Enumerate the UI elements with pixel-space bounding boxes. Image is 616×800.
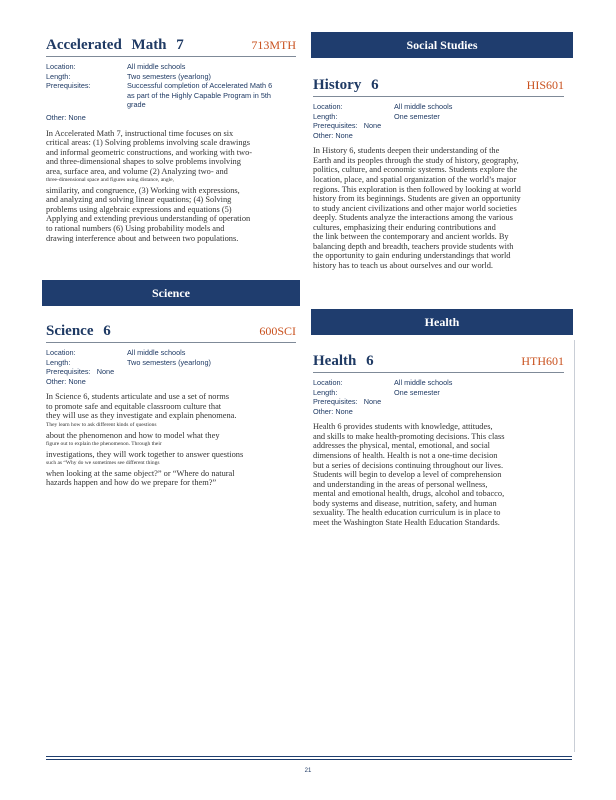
prerequisites-value: None: [96, 367, 115, 377]
prerequisites-value: Successful completion of Accelerated Math 6 as part of the Highly Capable Program in 5th grade: [127, 81, 273, 110]
course-meta: [313, 102, 564, 140]
location-label: Location:: [313, 378, 343, 387]
other-label: Other:: [313, 406, 334, 416]
course-code: HTH601: [521, 354, 564, 368]
length-label: Length:: [313, 111, 338, 121]
course-description: In History 6, students deepen their understanding of the Earth and its peoples through the study of history, geography, politics, culture, and economic systems. Students explore the location, place, and spatial organization of the world’s major regions. This exploration is then followed by looking at world history from its beginnings. Students are given an opportunity to study ancient civilizations and other major world societies deeply. Students analyze the interactions among the various cultures, emphasizing their enduring contributions and the link between the contemporary and ancient worlds. By balancing depth and breadth, teachers provide students with the opportunity to gain enduring understandings that world history has to teach us about ourselves and our world.: [313, 146, 521, 270]
length-value: Two semesters (yearlong): [127, 71, 211, 81]
section-header-science: Science: [42, 280, 300, 306]
course-title: Accelerated Math 7: [46, 37, 184, 53]
prerequisites-label: Prerequisites:: [313, 397, 358, 407]
other-label: Other:: [46, 376, 67, 386]
course-accelerated-math-7: [46, 34, 296, 243]
course-meta: [46, 62, 296, 123]
course-science-6: [46, 320, 296, 488]
location-label: Location:: [313, 102, 343, 111]
length-value: Two semesters (yearlong): [127, 357, 211, 367]
other-value: None: [335, 406, 353, 416]
location-label: Location:: [46, 62, 76, 71]
page-number: 21: [304, 768, 312, 774]
length-label: Length:: [313, 387, 338, 397]
course-code: HIS601: [526, 78, 564, 92]
footer-rule: [46, 756, 572, 762]
length-label: Length:: [46, 357, 71, 367]
course-header: [46, 320, 296, 343]
other-value: None: [68, 112, 86, 122]
course-code: 713MTH: [251, 38, 296, 52]
location-value: All middle schools: [127, 348, 186, 357]
course-header: [313, 74, 564, 97]
course-header: [46, 34, 296, 57]
other-value: None: [68, 376, 86, 386]
course-description: In Accelerated Math 7, instructional time focuses on six critical areas: (1) Solving problems involving scale drawings and informal geometric constructions, and working with two- and three-dimensional shapes to solve problems involving area, surface area, and volume (2) Analyzing two- and three-dimensional space and figures using distance, angle, similarity, and congruence, (3) Working with expressions, and analyzing and solving linear equations; (4) Solving problems using algebraic expressions and equations (5) Applying and extending previous understanding of operation to rational numbers (6) Using probability models and drawing interference about and between two populations.: [46, 128, 253, 243]
prerequisites-label: Prerequisites:: [46, 367, 91, 377]
course-description: Health 6 provides students with knowledge, attitudes, and skills to make health-promoting decisions. This class addresses the physical, mental, emotional, and social dimensions of health. Health is not a one-time decision but a series of decisions continuing throughout our lives. Students will begin to develop a level of comprehension and understanding in the areas of personal wellness, mental and emotional health, drugs, alcohol and tobacco, body systems and disease, nutrition, safety, and human sexuality. The health education curriculum is in place to meet the Washington State Health Education Standards.: [313, 422, 505, 527]
course-history-6: [313, 74, 564, 270]
course-title: Science 6: [46, 323, 111, 339]
length-value: One semester: [394, 111, 440, 121]
course-meta: [46, 348, 296, 386]
course-code: 600SCI: [259, 324, 296, 338]
other-label: Other:: [313, 130, 334, 140]
course-health-6: [313, 350, 564, 527]
right-margin-rule: [574, 340, 575, 752]
location-value: All middle schools: [127, 62, 186, 71]
section-header-health: Health: [311, 309, 573, 335]
location-value: All middle schools: [394, 378, 453, 387]
length-label: Length:: [46, 71, 71, 81]
other-value: None: [335, 130, 353, 140]
course-title: Health 6: [313, 353, 374, 369]
length-value: One semester: [394, 387, 440, 397]
course-title: History 6: [313, 77, 379, 93]
prerequisites-label: Prerequisites:: [46, 81, 91, 91]
prerequisites-label: Prerequisites:: [313, 121, 358, 131]
prerequisites-value: None: [363, 121, 382, 131]
other-label: Other:: [46, 112, 67, 122]
prerequisites-value: None: [363, 397, 382, 407]
course-meta: [313, 378, 564, 416]
location-value: All middle schools: [394, 102, 453, 111]
course-header: [313, 350, 564, 373]
course-description: In Science 6, students articulate and use a set of norms to promote safe and equitable classroom culture that they will use as they investigate and explain phenomena. They learn how to ask different kinds of questions about the phenomenon and how to model what they figure out to explain the phenomenon. Through their investigations, they will work together to answer questions such as “Why do we sometimes see different things when looking at the same object?” or “Where do natural hazards happen and how do we prepare for them?”: [46, 392, 244, 488]
location-label: Location:: [46, 348, 76, 357]
section-header-social-studies: Social Studies: [311, 32, 573, 58]
